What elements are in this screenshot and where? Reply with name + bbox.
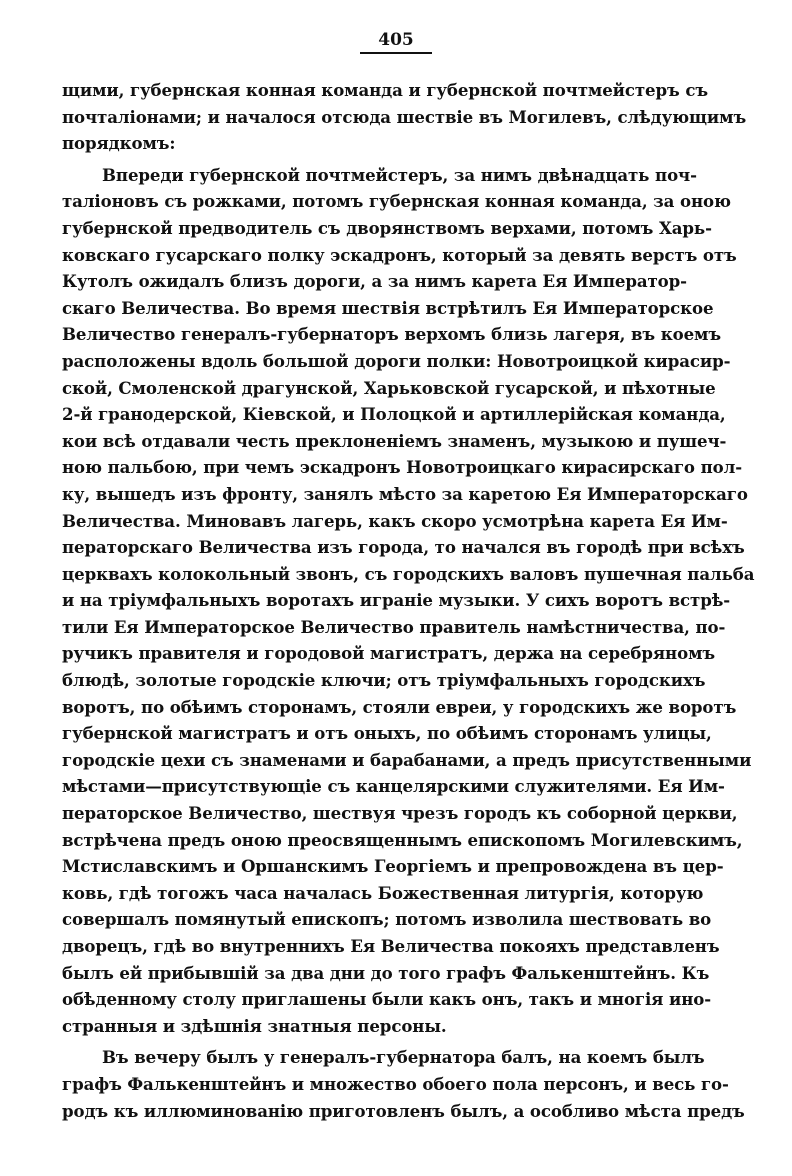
text-line: родъ къ иллюминованiю приготовленъ былъ, а особливо мѣста предъ <box>62 1100 745 1121</box>
text-line: Въ вечеру былъ у генералъ-губернатора балъ, на коемъ былъ <box>102 1047 705 1068</box>
text-line: порядкомъ: <box>62 133 176 154</box>
text-line: Величества. Миновавъ лагерь, какъ скоро усмотрѣна карета Ея Им- <box>62 510 728 531</box>
text-line: Кутолъ ожидалъ близъ дороги, а за нимъ карета Ея Император- <box>62 271 687 292</box>
text-line: ручикъ правителя и городовой магистратъ, держа на серебряномъ <box>62 643 716 664</box>
text-line: ною пальбою, при чемъ эскадронъ Новотроицкаго кирасирскаго пол- <box>62 457 742 478</box>
text-line: расположены вдоль большой дороги полки: Новотроицкой кирасир- <box>62 350 731 371</box>
text-line: Величество генералъ-губернаторъ верхомъ близь лагеря, въ коемъ <box>62 324 721 345</box>
text-line: встрѣчена предъ оною преосвященнымъ епископомъ Могилевскимъ, <box>62 829 743 850</box>
text-line: городскiе цехи съ знаменами и барабанами, а предъ присутственными <box>62 749 752 770</box>
text-line: губернской предводитель съ дворянствомъ верхами, потомъ Харь- <box>62 217 712 238</box>
paragraph <box>62 77 747 157</box>
text-line: графъ Фалькенштейнъ и множество обоего пола персонъ, и весь го- <box>62 1073 729 1094</box>
text-line: дворецъ, гдѣ во внутреннихъ Ея Величества покояхъ представленъ <box>62 936 720 956</box>
page-number <box>0 30 792 50</box>
text-line: Мстиславскимъ и Оршанскимъ Георгiемъ и препровождена въ цер- <box>62 856 724 877</box>
text-line: былъ ей прибывшiй за два дни до того графъ Фалькенштейнъ. Къ <box>62 962 710 983</box>
text-line: и на трiумфальныхъ воротахъ игранiе музыки. У сихъ воротъ встрѣ- <box>62 590 731 611</box>
text-line: талiоновъ съ рожками, потомъ губернская конная команда, за оною <box>62 191 731 212</box>
page-number-value: 405 <box>360 30 432 54</box>
text-line: ператорскаго Величества изъ города, то начался въ городѣ при всѣхъ <box>62 537 745 558</box>
text-line: странныя и здѣшнiя знатныя персоны. <box>62 1015 447 1036</box>
text-line: воротъ, по обѣимъ сторонамъ, стояли евреи, у городскихъ же воротъ <box>62 696 737 717</box>
text-line: кои всѣ отдавали честь преклоненiемъ знаменъ, музыкою и пушеч- <box>62 430 727 451</box>
paragraph <box>62 1044 745 1124</box>
text-line: 2-й гранодерской, Кiевской, и Полоцкой и артиллерiйская команда, <box>62 404 726 425</box>
text-line: почталiонами; и началося отсюда шествiе въ Могилевъ, слѣдующимъ <box>62 106 747 127</box>
text-line: ку, вышедъ изъ фронту, занялъ мѣсто за каретою Ея Императорскаго <box>62 483 748 504</box>
text-line: ковь, гдѣ тогожъ часа началась Божественная литургiя, которую <box>62 882 704 903</box>
text-line: мѣстами—присутствующiе съ канцелярскими служителями. Ея Им- <box>62 776 725 797</box>
text-line: тили Ея Императорское Величество правитель намѣстничества, по- <box>62 616 726 637</box>
text-line: скаго Величества. Во время шествiя встрѣтилъ Ея Императорское <box>62 297 714 318</box>
text-line: ператорское Величество, шествуя чрезъ городъ къ соборной церкви, <box>62 803 738 824</box>
text-line: блюдѣ, золотые городскiе ключи; отъ трiумфальныхъ городскихъ <box>62 670 706 691</box>
text-line: совершалъ помянутый епископъ; потомъ изволила шествовать во <box>62 909 712 930</box>
text-line: церквахъ колокольный звонъ, съ городскихъ валовъ пушечная пальба <box>62 563 755 584</box>
text-line: ской, Смоленской драгунской, Харьковской гусарской, и пѣхотные <box>62 377 716 398</box>
text-line: щими, губернская конная команда и губернской почтмейстеръ съ <box>62 80 708 100</box>
text-line: ковскаго гусарскаго полку эскадронъ, который за девять верстъ отъ <box>62 244 737 265</box>
paragraph <box>62 162 755 1040</box>
text-line: Впереди губернской почтмейстеръ, за нимъ двѣнадцать поч- <box>102 164 697 185</box>
text-line: губернской магистратъ и отъ оныхъ, по обѣимъ сторонамъ улицы, <box>62 723 712 744</box>
text-line: обѣденному столу приглашены были какъ онъ, такъ и многiя ино- <box>62 989 712 1010</box>
document-body <box>62 77 755 1124</box>
